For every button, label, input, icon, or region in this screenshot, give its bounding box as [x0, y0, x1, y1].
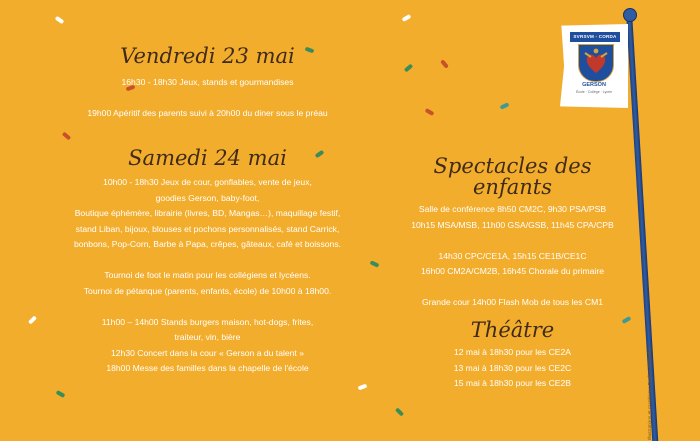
confetti-shape: [404, 64, 413, 73]
saturday-line: 10h00 - 18h30 Jeux de cour, gonflables, vente de jeux,: [103, 177, 312, 187]
friday-line: 19h00 Apéritif des parents suivi à 20h00 du diner sous le préau: [87, 108, 328, 118]
theatre-section: [395, 320, 630, 392]
saturday-line: traiteur, vin, bière: [174, 332, 241, 342]
saturday-line: 12h30 Concert dans la cour « Gerson a du talent »: [110, 347, 304, 358]
illustration-credit: Illustrations et graphisme Pauline d'Ornellas: [648, 346, 653, 440]
shows-section: [395, 156, 630, 311]
saturday-line: stand Liban, bijoux, blouses et pochons personnalisés, stand Carrick,: [75, 223, 340, 234]
friday-section: [30, 46, 385, 122]
shows-line: 14h30 CPC/CE1A, 15h15 CE1B/CE1C: [438, 250, 587, 261]
shows-spacer: [395, 280, 630, 296]
friday-line: 16h30 - 18h30 Jeux, stands et gourmandises: [121, 77, 294, 87]
friday-title: Vendredi 23 mai: [120, 44, 295, 68]
confetti-shape: [55, 16, 65, 24]
saturday-line: Boutique éphémère, librairie (livres, BD, Mangas…), maquillage festif,: [74, 208, 341, 218]
saturday-title: Samedi 24 mai: [128, 146, 287, 170]
shows-title: Spectacles des enfants: [433, 154, 592, 199]
confetti-shape: [500, 102, 510, 109]
confetti-shape: [440, 59, 449, 68]
saturday-line: 18h00 Messe des familles dans la chapelle de l'école: [106, 363, 309, 373]
theatre-title: Théâtre: [470, 318, 555, 342]
shows-line: Salle de conférence 8h50 CM2C, 9h30 PSA/PSB: [418, 204, 607, 214]
flagpole-top: [623, 8, 637, 22]
confetti-shape: [358, 384, 368, 391]
shows-line: 10h15 MSA/MSB, 11h00 GSA/GSB, 11h45 CPA/CPB: [411, 219, 614, 230]
saturday-line: Tournoi de pétanque (parents, enfants, école) de 10h00 à 18h00.: [83, 285, 332, 296]
saturday-line: goodies Gerson, baby-foot,: [155, 192, 260, 203]
crest-shield-icon: [578, 44, 614, 82]
confetti-shape: [395, 407, 404, 416]
saturday-spacer: [30, 299, 385, 315]
saturday-spacer: [30, 253, 385, 269]
saturday-line: Tournoi de foot le matin pour les collégiens et lycéens.: [104, 270, 311, 280]
crest-name: GERSON: [582, 82, 606, 88]
crest-banner: SVRSVM - CORDA: [570, 32, 620, 42]
flagpole: [626, 12, 659, 441]
crest-subtitle: École · Collège · Lycée: [575, 90, 613, 94]
heart-emblem-icon: [579, 45, 613, 81]
saturday-section: [30, 148, 385, 377]
shows-spacer: [395, 233, 630, 249]
shows-line: 16h00 CM2A/CM2B, 16h45 Chorale du primaire: [421, 266, 604, 276]
friday-spacer: [30, 91, 385, 107]
confetti-shape: [425, 108, 435, 116]
confetti-shape: [402, 14, 412, 22]
theatre-line: 13 mai à 18h30 pour les CE2C: [453, 362, 572, 373]
shows-line: Grande cour 14h00 Flash Mob de tous les CM1: [421, 297, 604, 307]
confetti-shape: [56, 390, 66, 398]
saturday-line: 11h00 – 14h00 Stands burgers maison, hot-dogs, frites,: [101, 316, 314, 327]
saturday-line: bonbons, Pop-Corn, Barbe à Papa, crêpes, gâteaux, café et boissons.: [73, 239, 342, 249]
confetti-shape: [62, 132, 71, 141]
theatre-line: 12 mai à 18h30 pour les CE2A: [453, 347, 572, 357]
theatre-line: 15 mai à 18h30 pour les CE2B: [453, 378, 572, 388]
